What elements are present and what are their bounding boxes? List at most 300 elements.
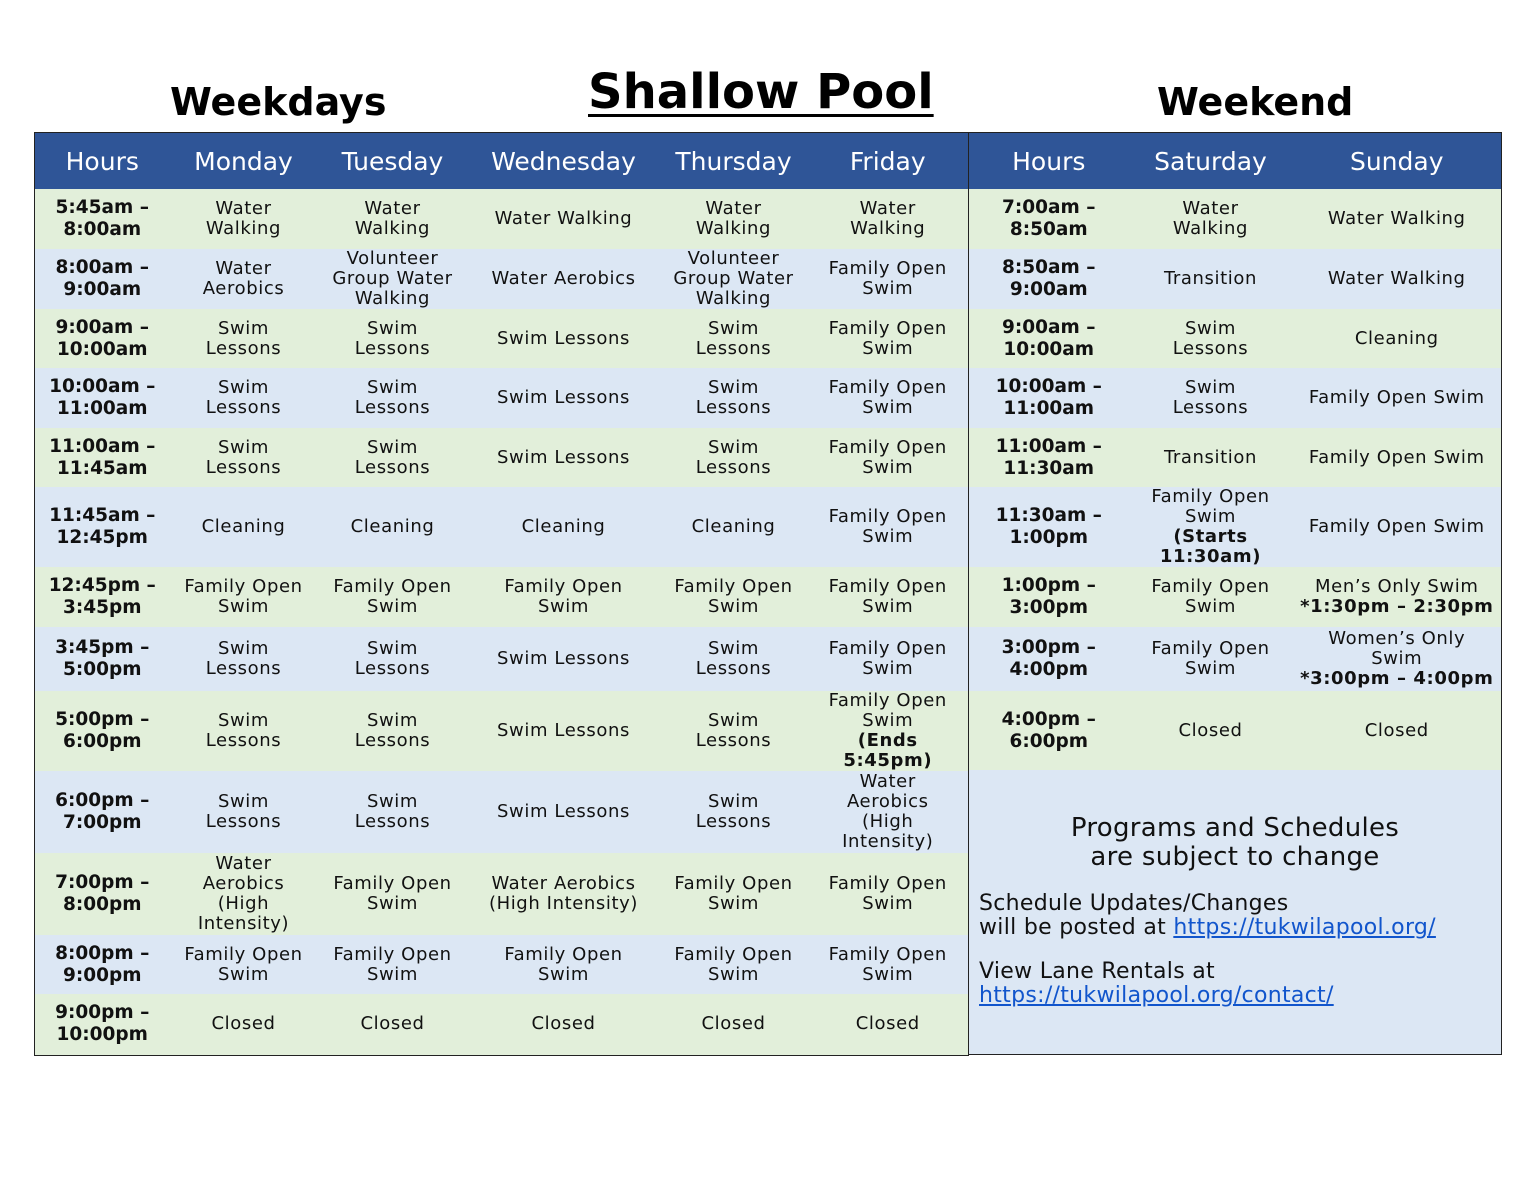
- activity-cell-tuesday: [318, 309, 468, 368]
- activity-cell-thursday: [660, 691, 808, 771]
- activity-cell-wednesday: [468, 627, 660, 691]
- cell-text-line: Closed: [1364, 719, 1429, 741]
- activity-cell-sunday: [1293, 487, 1502, 567]
- activity-cell-monday: [170, 771, 318, 853]
- activity-cell-wednesday: [468, 567, 660, 627]
- activity-cell-saturday: [1129, 189, 1293, 249]
- cell-text-line: Family Open: [333, 873, 452, 894]
- info-row: [969, 770, 1502, 1054]
- cell-text-line: Swim: [217, 963, 270, 985]
- cell-text-line: Swim: [366, 963, 419, 985]
- time-note-line: 11:30am): [1159, 546, 1262, 567]
- activity-cell-friday: [808, 691, 969, 771]
- activity-cell-sunday: [1293, 189, 1502, 249]
- table-row: [35, 487, 969, 567]
- cell-text-line: 12:45pm: [56, 527, 148, 548]
- hours-cell: [969, 487, 1129, 567]
- table-row: [35, 249, 969, 309]
- activity-cell-friday: [808, 487, 969, 567]
- activity-cell-thursday: [660, 994, 808, 1055]
- activity-cell-sunday: [1293, 428, 1502, 487]
- cell-text-line: Swim: [1184, 506, 1237, 527]
- hours-cell: [35, 249, 170, 309]
- hours-cell: [969, 627, 1129, 691]
- time-note: [1297, 669, 1498, 689]
- activity-cell-monday: [170, 567, 318, 627]
- activity-cell-friday: [808, 249, 969, 309]
- page-title: Shallow Pool: [588, 64, 934, 120]
- weekend-heading: Weekend: [1157, 80, 1354, 124]
- activity-cell-saturday: [1129, 487, 1293, 567]
- hours-cell: [969, 189, 1129, 249]
- cell-text-line: Swim: [862, 397, 914, 418]
- cell-text-line: Family Open: [333, 943, 452, 965]
- activity-cell-monday: [170, 309, 318, 368]
- cell-text-line: Walking: [205, 218, 282, 239]
- cell-text-line: 11:00am: [1003, 398, 1095, 419]
- cell-text-line: Swim: [707, 893, 760, 914]
- activity-cell-wednesday: [468, 249, 660, 309]
- updates-line: [979, 916, 1491, 940]
- notice-title: [979, 814, 1491, 872]
- activity-cell-sunday: [1293, 567, 1502, 627]
- hours-cell: [969, 368, 1129, 428]
- notice-title-line: are subject to change: [1090, 842, 1380, 872]
- time-note-line: (Starts: [1173, 526, 1248, 547]
- hours-cell: [35, 309, 170, 368]
- activity-cell-thursday: [660, 428, 808, 487]
- hours-cell: [969, 309, 1129, 368]
- cell-text-line: Lessons: [695, 658, 772, 679]
- hours-cell: [35, 935, 170, 994]
- cell-text-line: Swim: [366, 317, 419, 339]
- cell-text-line: Swim: [366, 596, 419, 617]
- cell-text-line: 10:00am: [56, 338, 148, 360]
- header-friday: Friday: [808, 133, 969, 190]
- hours-cell: [35, 368, 170, 428]
- activity-cell-saturday: [1129, 309, 1293, 368]
- cell-text-line: Family Open: [828, 943, 947, 965]
- activity-cell-sunday: [1293, 627, 1502, 691]
- table-row: [35, 627, 969, 691]
- cell-text-line: 7:00pm –: [55, 872, 150, 893]
- weekdays-heading: Weekdays: [170, 80, 387, 124]
- cell-text-line: Family Open: [674, 943, 793, 965]
- cell-text-line: Swim: [1184, 596, 1237, 617]
- weekday-header-row: [35, 133, 969, 190]
- activity-cell-monday: [170, 487, 318, 567]
- cell-text-line: Swim Lessons: [497, 387, 630, 408]
- cell-text-line: Swim Lessons: [497, 327, 630, 349]
- cell-text-line: Family Open: [828, 873, 947, 894]
- activity-cell-saturday: [1129, 428, 1293, 487]
- cell-text-line: Walking: [695, 218, 772, 239]
- updates-link[interactable]: https://tukwilapool.org/: [1173, 915, 1436, 940]
- cell-text-line: 8:50am –: [1002, 257, 1096, 278]
- cell-text-line: 7:00am –: [1002, 197, 1096, 218]
- cell-text-line: Swim: [1184, 377, 1237, 398]
- cell-text-line: 6:00pm: [1009, 730, 1089, 752]
- cell-text-line: Lessons: [695, 337, 772, 359]
- activity-cell-thursday: [660, 567, 808, 627]
- time-note-line: *1:30pm – 2:30pm: [1300, 596, 1494, 617]
- activity-cell-tuesday: [318, 935, 468, 994]
- cell-text-line: Swim: [366, 377, 419, 398]
- cell-text-line: Swim: [217, 791, 270, 812]
- cell-text-line: Aerobics: [846, 791, 929, 812]
- cell-text-line: Swim: [707, 963, 760, 985]
- activity-cell-wednesday: [468, 853, 660, 935]
- cell-text-line: Swim: [862, 278, 914, 299]
- cell-text-line: Family Open: [674, 873, 793, 894]
- activity-cell-monday: [170, 853, 318, 935]
- cell-text-line: Water Aerobics: [491, 268, 636, 289]
- activity-cell-wednesday: [468, 428, 660, 487]
- cell-text-line: 7:00pm: [62, 812, 142, 833]
- hours-cell: [35, 771, 170, 853]
- cell-text-line: Lessons: [205, 337, 282, 359]
- activity-cell-friday: [808, 368, 969, 428]
- cell-text-line: 8:50am: [1009, 219, 1088, 240]
- cell-text-line: Family Open: [828, 506, 947, 527]
- cell-text-line: Swim Lessons: [497, 801, 630, 822]
- cell-text-line: (High Intensity): [488, 893, 639, 914]
- cell-text-line: Swim: [217, 377, 270, 398]
- cell-text-line: Lessons: [205, 456, 282, 478]
- activity-cell-wednesday: [468, 994, 660, 1055]
- cell-text-line: 12:45pm –: [48, 575, 156, 596]
- cell-text-line: 10:00am –: [995, 376, 1102, 397]
- activity-cell-wednesday: [468, 771, 660, 853]
- activity-cell-tuesday: [318, 368, 468, 428]
- cell-text-line: 4:00pm: [1009, 659, 1089, 680]
- activity-cell-tuesday: [318, 691, 468, 771]
- cell-text-line: Swim: [217, 596, 270, 617]
- activity-cell-thursday: [660, 249, 808, 309]
- activity-cell-saturday: [1129, 691, 1293, 770]
- activity-cell-monday: [170, 428, 318, 487]
- hours-cell: [35, 428, 170, 487]
- cell-text-line: Lessons: [205, 397, 282, 418]
- cell-text-line: Family Open Swim: [1308, 516, 1485, 537]
- cell-text-line: Family Open: [828, 576, 947, 597]
- hours-cell: [35, 567, 170, 627]
- cell-text-line: Women’s Only: [1328, 628, 1466, 649]
- cell-text-line: Swim: [1184, 658, 1237, 679]
- cell-text-line: Water: [859, 198, 916, 219]
- cell-text-line: Swim: [366, 436, 419, 458]
- activity-cell-monday: [170, 368, 318, 428]
- cell-text-line: Group Water: [673, 268, 794, 289]
- rentals-text: View Lane Rentals at: [979, 959, 1215, 984]
- table-row: [969, 691, 1502, 770]
- cell-text-line: Lessons: [354, 730, 431, 751]
- cell-text-line: Closed: [1178, 719, 1243, 741]
- header-wednesday: Wednesday: [468, 133, 660, 190]
- cell-text-line: Family Open: [828, 258, 947, 279]
- hours-cell: [35, 994, 170, 1055]
- cell-text-line: Lessons: [354, 811, 431, 832]
- table-row: [969, 567, 1502, 627]
- activity-cell-thursday: [660, 189, 808, 249]
- cell-text-line: Water: [1182, 198, 1239, 219]
- cell-text-line: 4:00pm –: [1001, 708, 1096, 730]
- header-hours: Hours: [969, 133, 1129, 190]
- cell-text-line: Family Open: [333, 576, 452, 597]
- cell-text-line: Swim: [707, 436, 760, 458]
- cell-text-line: 11:45am: [56, 457, 148, 479]
- cell-text-line: Closed: [701, 1013, 766, 1035]
- activity-cell-friday: [808, 428, 969, 487]
- activity-cell-thursday: [660, 487, 808, 567]
- activity-cell-wednesday: [468, 189, 660, 249]
- activity-cell-saturday: [1129, 567, 1293, 627]
- cell-text-line: 6:00pm –: [55, 790, 150, 811]
- activity-cell-thursday: [660, 368, 808, 428]
- cell-text-line: Swim: [366, 638, 419, 659]
- cell-text-line: Lessons: [695, 730, 772, 751]
- cell-text-line: Transition: [1163, 446, 1258, 468]
- cell-text-line: Lessons: [695, 456, 772, 478]
- time-note-line: (Ends: [857, 730, 918, 751]
- activity-cell-wednesday: [468, 691, 660, 771]
- cell-text-line: Lessons: [205, 811, 282, 832]
- table-row: [969, 189, 1502, 249]
- cell-text-line: Lessons: [1172, 337, 1249, 359]
- cell-text-line: Swim: [1371, 648, 1423, 669]
- cell-text-line: (High: [862, 811, 914, 832]
- activity-cell-wednesday: [468, 487, 660, 567]
- cell-text-line: Aerobics: [202, 278, 285, 299]
- table-row: [969, 309, 1502, 368]
- header-hours: Hours: [35, 133, 170, 190]
- cell-text-line: Swim: [707, 377, 760, 398]
- hours-cell: [969, 691, 1129, 770]
- cell-text-line: 8:00am –: [55, 257, 149, 278]
- activity-cell-thursday: [660, 853, 808, 935]
- cell-text-line: Volunteer: [687, 248, 780, 269]
- cell-text-line: 11:30am –: [995, 505, 1102, 526]
- cell-text-line: 11:30am: [1003, 457, 1095, 479]
- activity-cell-friday: [808, 309, 969, 368]
- cell-text-line: 9:00pm –: [55, 1002, 150, 1024]
- cell-text-line: 5:45am –: [55, 197, 149, 218]
- cell-text-line: Family Open: [184, 576, 303, 597]
- cell-text-line: Family Open Swim: [1308, 387, 1485, 408]
- header-thursday: Thursday: [660, 133, 808, 190]
- cell-text-line: Cleaning: [350, 516, 435, 537]
- cell-text-line: Lessons: [695, 811, 772, 832]
- cell-text-line: 8:00pm –: [55, 942, 150, 964]
- cell-text-line: Water Walking: [1327, 208, 1466, 229]
- cell-text-line: Swim: [217, 317, 270, 339]
- cell-text-line: Swim: [217, 638, 270, 659]
- cell-text-line: Family Open: [504, 943, 623, 965]
- cell-text-line: Swim: [862, 337, 914, 359]
- activity-cell-wednesday: [468, 368, 660, 428]
- cell-text-line: Walking: [695, 288, 772, 309]
- cell-text-line: Family Open: [1151, 638, 1270, 659]
- table-row: [969, 428, 1502, 487]
- cell-text-line: Swim: [707, 317, 760, 339]
- cell-text-line: Family Open: [828, 436, 947, 458]
- cell-text-line: 10:00am: [1003, 338, 1095, 360]
- cell-text-line: Lessons: [205, 658, 282, 679]
- table-row: [35, 567, 969, 627]
- hours-cell: [35, 189, 170, 249]
- table-row: [35, 771, 969, 853]
- cell-text-line: 9:00am –: [55, 316, 149, 338]
- cell-text-line: Lessons: [695, 397, 772, 418]
- activity-cell-tuesday: [318, 853, 468, 935]
- activity-cell-friday: [808, 567, 969, 627]
- activity-cell-thursday: [660, 771, 808, 853]
- activity-cell-tuesday: [318, 189, 468, 249]
- activity-cell-friday: [808, 935, 969, 994]
- updates-text: Schedule Updates/Changes: [979, 891, 1289, 916]
- activity-cell-tuesday: [318, 771, 468, 853]
- activity-cell-tuesday: [318, 249, 468, 309]
- cell-text-line: 3:00pm –: [1001, 637, 1096, 658]
- cell-text-line: Water: [215, 198, 272, 219]
- cell-text-line: Closed: [855, 1013, 920, 1035]
- header-sunday: Sunday: [1293, 133, 1502, 190]
- activity-cell-friday: [808, 853, 969, 935]
- cell-text-line: Men’s Only Swim: [1315, 576, 1479, 597]
- time-note-line: 5:45pm): [843, 750, 933, 771]
- rentals-link[interactable]: https://tukwilapool.org/contact/: [979, 983, 1334, 1008]
- cell-text-line: Swim: [217, 436, 270, 458]
- table-row: [35, 935, 969, 994]
- cell-text-line: 1:00pm: [1009, 527, 1089, 548]
- header-tuesday: Tuesday: [318, 133, 468, 190]
- cell-text-line: 9:00am: [1009, 279, 1088, 300]
- cell-text-line: Family Open Swim: [1308, 446, 1485, 468]
- cell-text-line: Lessons: [354, 337, 431, 359]
- cell-text-line: Swim Lessons: [497, 648, 630, 669]
- cell-text-line: Family Open: [828, 317, 947, 339]
- activity-cell-friday: [808, 627, 969, 691]
- cell-text-line: 3:45pm –: [55, 637, 150, 658]
- activity-cell-thursday: [660, 627, 808, 691]
- table-row: [35, 189, 969, 249]
- cell-text-line: Swim: [707, 791, 760, 812]
- table-row: [35, 994, 969, 1055]
- activity-cell-sunday: [1293, 691, 1502, 770]
- cell-text-line: Aerobics: [202, 873, 285, 894]
- cell-text-line: 11:00am: [56, 398, 148, 419]
- cell-text-line: Walking: [850, 218, 926, 239]
- cell-text-line: Walking: [354, 288, 431, 309]
- cell-text-line: Cleaning: [521, 516, 606, 537]
- cell-text-line: Swim: [366, 791, 419, 812]
- cell-text-line: 1:00pm –: [1001, 575, 1096, 596]
- table-row: [35, 309, 969, 368]
- cell-text-line: Walking: [354, 218, 431, 239]
- cell-text-line: Intensity): [197, 913, 290, 934]
- activity-cell-monday: [170, 249, 318, 309]
- activity-cell-friday: [808, 771, 969, 853]
- cell-text-line: 10:00am –: [49, 376, 156, 397]
- cell-text-line: Family Open: [184, 943, 303, 965]
- activity-cell-sunday: [1293, 249, 1502, 309]
- cell-text-line: Swim: [862, 658, 914, 679]
- hours-cell: [969, 249, 1129, 309]
- cell-text-line: 5:00pm –: [55, 709, 150, 730]
- table-row: [969, 487, 1502, 567]
- cell-text-line: Volunteer: [346, 248, 439, 269]
- table-row: [35, 691, 969, 771]
- table-row: [969, 249, 1502, 309]
- cell-text-line: Swim Lessons: [497, 720, 630, 741]
- weekend-header-row: [969, 133, 1502, 190]
- cell-text-line: Water Walking: [1327, 268, 1466, 289]
- activity-cell-saturday: [1129, 627, 1293, 691]
- hours-cell: [35, 487, 170, 567]
- cell-text-line: 3:45pm: [62, 597, 142, 618]
- cell-text-line: Swim: [862, 596, 914, 617]
- cell-text-line: Water: [705, 198, 762, 219]
- cell-text-line: Family Open: [828, 377, 947, 398]
- cell-text-line: 3:00pm: [1009, 597, 1089, 618]
- activity-cell-monday: [170, 935, 318, 994]
- table-row: [35, 428, 969, 487]
- cell-text-line: 9:00pm: [62, 964, 142, 986]
- hours-cell: [35, 691, 170, 771]
- cell-text-line: Swim: [862, 526, 914, 547]
- table-row: [35, 853, 969, 935]
- cell-text-line: Lessons: [354, 456, 431, 478]
- cell-text-line: 5:00pm: [62, 659, 142, 680]
- hours-cell: [969, 428, 1129, 487]
- cell-text-line: Water: [364, 198, 421, 219]
- hours-cell: [35, 853, 170, 935]
- activity-cell-monday: [170, 627, 318, 691]
- hours-cell: [35, 627, 170, 691]
- table-row: [35, 368, 969, 428]
- cell-text-line: Closed: [531, 1013, 596, 1035]
- cell-text-line: 8:00pm: [62, 894, 142, 915]
- header-saturday: Saturday: [1129, 133, 1293, 190]
- cell-text-line: Swim: [862, 893, 914, 914]
- cell-text-line: Intensity): [842, 831, 934, 852]
- activity-cell-wednesday: [468, 935, 660, 994]
- cell-text-line: 9:00am –: [1002, 316, 1096, 338]
- time-note: [812, 731, 965, 771]
- cell-text-line: Water: [215, 258, 272, 279]
- header-monday: Monday: [170, 133, 318, 190]
- cell-text-line: 9:00am: [63, 279, 142, 300]
- cell-text-line: Cleaning: [201, 516, 286, 537]
- cell-text-line: Cleaning: [691, 516, 776, 537]
- time-note: [1297, 597, 1498, 617]
- cell-text-line: Water Aerobics: [491, 873, 636, 894]
- activity-cell-friday: [808, 189, 969, 249]
- activity-cell-monday: [170, 994, 318, 1055]
- cell-text-line: Cleaning: [1354, 327, 1439, 349]
- activity-cell-tuesday: [318, 428, 468, 487]
- activity-cell-tuesday: [318, 627, 468, 691]
- activity-cell-friday: [808, 994, 969, 1055]
- updates-text: will be posted at: [979, 915, 1174, 940]
- cell-text-line: Swim: [366, 893, 419, 914]
- activity-cell-saturday: [1129, 368, 1293, 428]
- cell-text-line: Swim: [217, 710, 270, 731]
- schedule-notice: [969, 770, 1502, 1054]
- activity-cell-monday: [170, 189, 318, 249]
- cell-text-line: Closed: [360, 1013, 425, 1035]
- table-row: [969, 368, 1502, 428]
